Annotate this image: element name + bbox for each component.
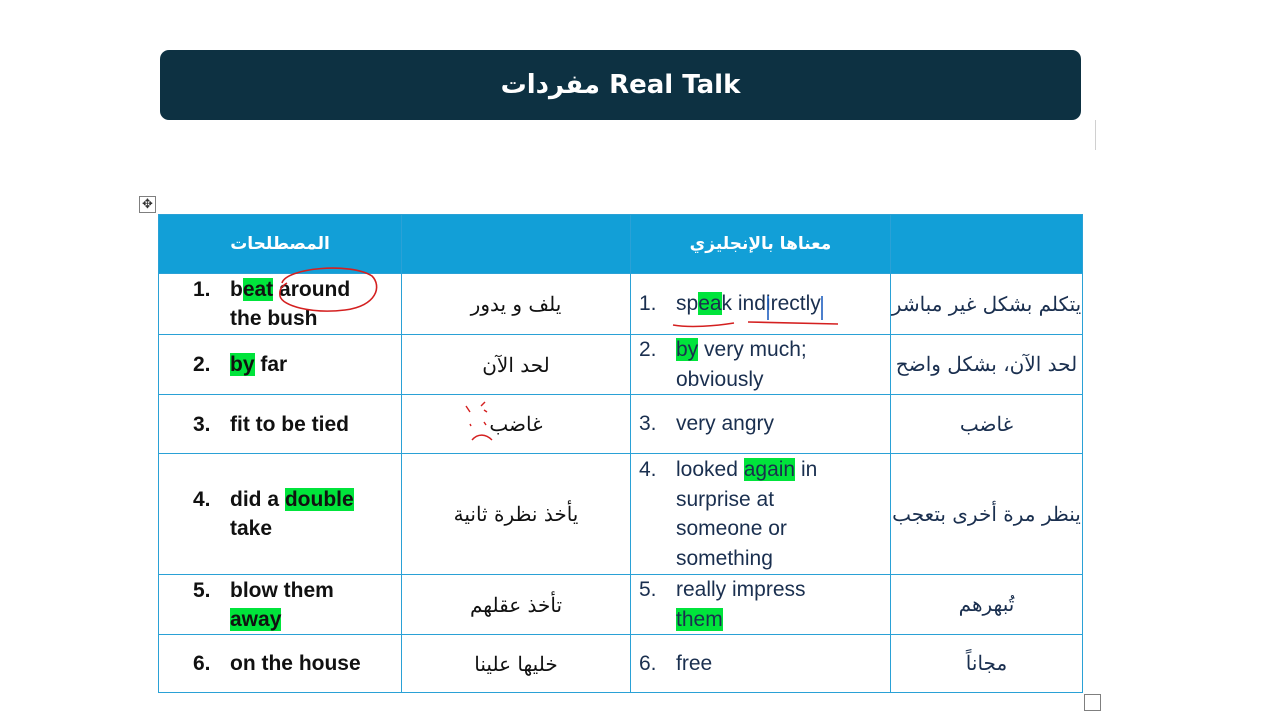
term-text-part: fit to be tied xyxy=(230,412,349,436)
term xyxy=(159,485,401,543)
meaning-arabic-cell[interactable] xyxy=(891,274,1083,335)
term-arabic-cell[interactable] xyxy=(402,635,631,693)
meaning-text-part: very angry xyxy=(676,412,775,436)
meaning-text xyxy=(676,409,856,439)
term xyxy=(159,350,401,379)
meaning-text xyxy=(676,575,856,634)
meaning-cell[interactable] xyxy=(631,395,891,454)
meaning-text-part: in surprise at someone or something xyxy=(676,458,818,570)
term-arabic: يلف و يدور xyxy=(470,292,562,316)
highlighted-text: ea xyxy=(698,292,722,316)
meaning-cell[interactable] xyxy=(631,575,891,635)
term-number: 1. xyxy=(193,278,211,301)
term-text-part: on the house xyxy=(230,652,361,675)
header-blank-2 xyxy=(891,215,1083,274)
meaning xyxy=(631,649,890,679)
term-cell[interactable] xyxy=(159,335,402,395)
meaning-arabic: تُبهرهم xyxy=(958,592,1015,616)
meaning-arabic-cell[interactable] xyxy=(891,395,1083,454)
meaning xyxy=(631,575,890,634)
term-text-part: take xyxy=(230,517,273,540)
term-cell[interactable] xyxy=(159,454,402,575)
title-banner xyxy=(160,50,1081,120)
term-arabic: غاضب xyxy=(489,412,543,436)
highlighted-text: them xyxy=(676,607,723,631)
table-row xyxy=(159,454,1083,575)
meaning-arabic: يتكلم بشكل غير مباشر xyxy=(891,291,1082,316)
term-arabic: لحد الآن xyxy=(482,352,550,377)
meaning-arabic: مجاناً xyxy=(965,651,1008,675)
meaning-arabic: لحد الآن، بشكل واضح xyxy=(895,352,1078,376)
meaning-number: 5. xyxy=(639,578,657,601)
table-resize-handle[interactable] xyxy=(1084,694,1101,711)
meaning-text-part: free xyxy=(676,651,713,675)
meaning-cell[interactable] xyxy=(631,335,891,395)
meaning-arabic: غاضب xyxy=(959,411,1014,436)
term-text-part: around the bush xyxy=(230,278,351,330)
term-text-part: b xyxy=(230,278,243,301)
meaning xyxy=(631,455,890,573)
term-text xyxy=(230,649,380,678)
meaning-number: 3. xyxy=(639,412,657,436)
meaning-text-part: k indirectly xyxy=(721,292,821,316)
meaning-text xyxy=(676,649,856,679)
meaning-arabic-cell[interactable] xyxy=(891,335,1083,395)
term xyxy=(159,649,401,678)
meaning-arabic-cell[interactable] xyxy=(891,635,1083,693)
meaning-cell[interactable] xyxy=(631,635,891,693)
highlighted-text: away xyxy=(230,607,282,631)
meaning xyxy=(631,335,890,394)
table-row xyxy=(159,635,1083,693)
meaning-text xyxy=(676,289,856,319)
term-number: 6. xyxy=(193,652,211,675)
term-text-part: far xyxy=(254,353,288,376)
table-row xyxy=(159,575,1083,635)
term-arabic: يأخذ نظرة ثانية xyxy=(453,502,579,526)
meaning-text xyxy=(676,455,856,573)
table-row xyxy=(159,335,1083,395)
meaning-arabic: ينظر مرة أخرى بتعجب xyxy=(892,501,1081,526)
term-text xyxy=(230,410,380,439)
meaning-number: 6. xyxy=(639,651,657,675)
highlighted-text: again xyxy=(743,458,796,481)
meaning-number: 2. xyxy=(639,338,657,361)
term-arabic-cell[interactable] xyxy=(402,274,631,335)
term xyxy=(159,576,401,634)
term-cell[interactable] xyxy=(159,575,402,635)
table-row xyxy=(159,395,1083,454)
term-number: 3. xyxy=(193,412,211,436)
meaning-text xyxy=(676,335,856,394)
term-arabic-cell[interactable] xyxy=(402,395,631,454)
term-arabic: خليها علينا xyxy=(474,651,558,676)
meaning-cell[interactable] xyxy=(631,274,891,335)
term-cell[interactable] xyxy=(159,635,402,693)
meaning-text-part: very much; obviously xyxy=(676,338,807,391)
term-text xyxy=(230,350,380,379)
vocabulary-table xyxy=(158,214,1083,693)
term xyxy=(159,275,401,333)
table-header-row xyxy=(159,215,1083,274)
term-cell[interactable] xyxy=(159,395,402,454)
meaning-number: 1. xyxy=(639,292,657,316)
term-text-part: did a xyxy=(230,488,285,511)
meaning xyxy=(631,289,890,319)
term-text xyxy=(230,576,380,634)
meaning-text-part: really impress xyxy=(676,578,806,601)
meaning-cell[interactable] xyxy=(631,454,891,575)
term-number: 5. xyxy=(193,578,211,602)
table-move-handle-icon[interactable]: ✥ xyxy=(139,196,156,213)
meaning-text-part: sp xyxy=(676,292,699,316)
meaning-arabic-cell[interactable] xyxy=(891,575,1083,635)
header-english-meaning: معناها بالإنجليزي xyxy=(631,215,891,274)
header-blank-1 xyxy=(402,215,631,274)
highlighted-text: by xyxy=(230,353,255,376)
term-arabic: تأخذ عقلهم xyxy=(469,592,563,617)
meaning-number: 4. xyxy=(639,458,657,481)
term-cell[interactable] xyxy=(159,274,402,335)
highlighted-text: by xyxy=(676,338,699,361)
term-arabic-cell[interactable] xyxy=(402,335,631,395)
meaning-text-part: looked xyxy=(676,458,744,481)
term-arabic-cell[interactable] xyxy=(402,575,631,635)
header-terms: المصطلحات xyxy=(159,215,402,274)
term-number: 4. xyxy=(193,488,211,511)
page-title: Real Talk مفردات xyxy=(500,70,741,100)
term-text xyxy=(230,485,380,543)
term-text xyxy=(230,275,380,333)
table-row xyxy=(159,274,1083,335)
term-text-part: blow them xyxy=(230,578,334,602)
page-margin-line xyxy=(1095,120,1096,150)
highlighted-text: eat xyxy=(242,278,274,301)
term-number: 2. xyxy=(193,353,211,376)
term-arabic-cell[interactable] xyxy=(402,454,631,575)
meaning xyxy=(631,409,890,439)
highlighted-text: double xyxy=(284,488,354,511)
meaning-arabic-cell[interactable] xyxy=(891,454,1083,575)
term xyxy=(159,410,401,439)
